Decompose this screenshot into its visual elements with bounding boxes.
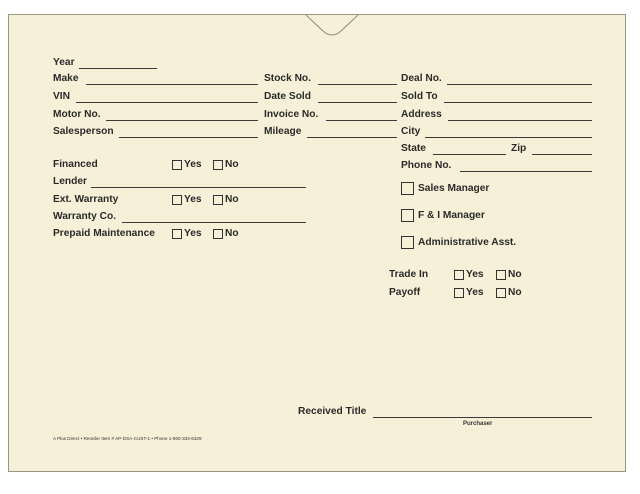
ext-warranty-yes-checkbox[interactable] <box>172 195 182 205</box>
zip-line[interactable] <box>532 154 592 155</box>
financed-yes-checkbox[interactable] <box>172 160 182 170</box>
deal-no-label: Deal No. <box>401 73 442 84</box>
address-label: Address <box>401 109 442 120</box>
financed-label: Financed <box>53 159 98 170</box>
deal-jacket <box>8 14 626 472</box>
prepaid-maintenance-no-label: No <box>225 228 239 239</box>
zip-label: Zip <box>511 143 527 154</box>
sold-to-label: Sold To <box>401 91 438 102</box>
financed-no-label: No <box>225 159 239 170</box>
financed-yes-label: Yes <box>184 159 202 170</box>
fi-manager-label: F & I Manager <box>418 210 485 221</box>
fi-manager-checkbox[interactable] <box>401 209 414 222</box>
make-label: Make <box>53 73 79 84</box>
vin-label: VIN <box>53 91 70 102</box>
city-line[interactable] <box>425 137 592 138</box>
sold-to-line[interactable] <box>444 102 592 103</box>
received-title-line[interactable] <box>373 417 592 418</box>
thumb-cut-notch <box>9 15 627 45</box>
admin-asst-checkbox[interactable] <box>401 236 414 249</box>
trade-in-no-checkbox[interactable] <box>496 270 506 280</box>
state-line[interactable] <box>433 154 506 155</box>
vin-line[interactable] <box>76 102 258 103</box>
payoff-yes-label: Yes <box>466 287 484 298</box>
warranty-co-line[interactable] <box>122 222 306 223</box>
stock-no-label: Stock No. <box>264 73 311 84</box>
ext-warranty-label: Ext. Warranty <box>53 194 119 205</box>
payoff-yes-checkbox[interactable] <box>454 288 464 298</box>
sales-manager-checkbox[interactable] <box>401 182 414 195</box>
mileage-line[interactable] <box>307 137 397 138</box>
address-line[interactable] <box>448 120 592 121</box>
sales-manager-label: Sales Manager <box>418 183 490 194</box>
received-title-label: Received Title <box>298 406 367 417</box>
phone-no-line[interactable] <box>460 171 592 172</box>
ext-warranty-no-label: No <box>225 194 239 205</box>
date-sold-label: Date Sold <box>264 91 311 102</box>
lender-label: Lender <box>53 176 87 187</box>
prepaid-maintenance-label: Prepaid Maintenance <box>53 228 155 239</box>
salesperson-label: Salesperson <box>53 126 114 137</box>
year-line[interactable] <box>79 68 157 69</box>
trade-in-label: Trade In <box>389 269 429 280</box>
payoff-no-checkbox[interactable] <box>496 288 506 298</box>
lender-line[interactable] <box>91 187 306 188</box>
mileage-label: Mileage <box>264 126 302 137</box>
ext-warranty-no-checkbox[interactable] <box>213 195 223 205</box>
payoff-no-label: No <box>508 287 522 298</box>
city-label: City <box>401 126 421 137</box>
date-sold-line[interactable] <box>318 102 397 103</box>
warranty-co-label: Warranty Co. <box>53 211 117 222</box>
motor-no-label: Motor No. <box>53 109 101 120</box>
invoice-no-label: Invoice No. <box>264 109 319 120</box>
prepaid-maintenance-yes-label: Yes <box>184 228 202 239</box>
ext-warranty-yes-label: Yes <box>184 194 202 205</box>
deal-no-line[interactable] <box>447 84 592 85</box>
invoice-no-line[interactable] <box>326 120 397 121</box>
phone-no-label: Phone No. <box>401 160 452 171</box>
trade-in-yes-checkbox[interactable] <box>454 270 464 280</box>
trade-in-no-label: No <box>508 269 522 280</box>
make-line[interactable] <box>86 84 258 85</box>
year-label: Year <box>53 57 75 68</box>
purchaser-label: Purchaser <box>463 421 493 427</box>
reorder-info: A Plus Direct • Reorder Item # AP-DSA-CUST-1 • Phone 1-800-334-6329 <box>53 436 202 441</box>
payoff-label: Payoff <box>389 287 421 298</box>
trade-in-yes-label: Yes <box>466 269 484 280</box>
stock-no-line[interactable] <box>318 84 397 85</box>
financed-no-checkbox[interactable] <box>213 160 223 170</box>
prepaid-maintenance-no-checkbox[interactable] <box>213 229 223 239</box>
prepaid-maintenance-yes-checkbox[interactable] <box>172 229 182 239</box>
admin-asst-label: Administrative Asst. <box>418 237 517 248</box>
motor-no-line[interactable] <box>106 120 258 121</box>
state-label: State <box>401 143 426 154</box>
salesperson-line[interactable] <box>119 137 258 138</box>
